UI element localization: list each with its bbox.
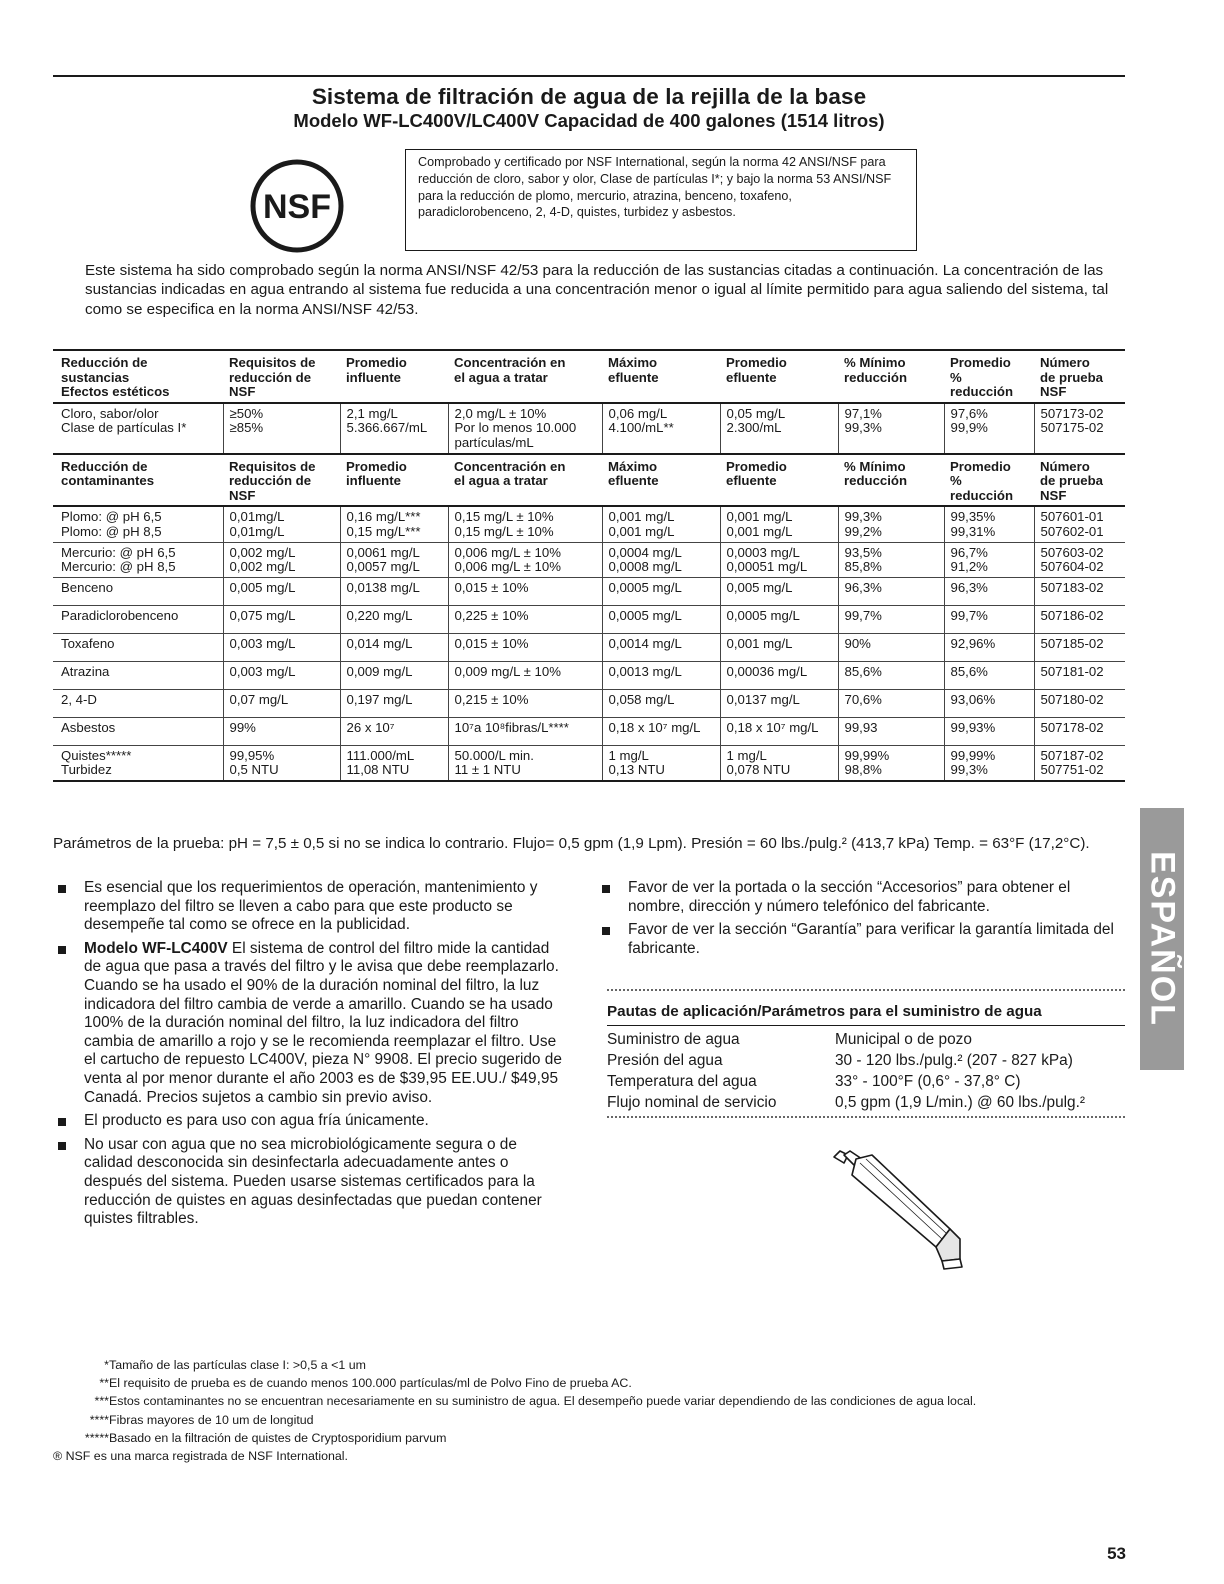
table-cell: 0,0005 mg/L	[602, 577, 720, 605]
table-cell: 0,005 mg/L	[223, 577, 340, 605]
footnote-text: Tamaño de las partículas clase I: >0,5 a <1 um	[109, 1358, 366, 1372]
table-header-cell: Número de prueba NSF	[1040, 355, 1104, 400]
table-row	[53, 542, 1125, 577]
footnote-marker: ****	[89, 1412, 109, 1427]
table-cell: 0,18 x 10⁷ mg/L	[720, 717, 838, 745]
table-cell: 93,06%	[944, 689, 1034, 717]
guideline-value: 0,5 gpm (1,9 L/min.) @ 60 lbs./pulg.²	[835, 1094, 1086, 1111]
guideline-value: 33° - 100°F (0,6° - 37,8° C)	[835, 1073, 1021, 1090]
table-cell: 0,06 mg/L 4.100/mL**	[602, 403, 720, 454]
table-cell: Atrazina	[61, 663, 110, 679]
table-cell: 70,6%	[838, 689, 944, 717]
table-cell: 0,07 mg/L	[223, 689, 340, 717]
table-cell: 90%	[838, 633, 944, 661]
table-cell: 0,015 ± 10%	[448, 577, 602, 605]
table-cell: Mercurio: @ pH 6,5 Mercurio: @ pH 8,5	[61, 544, 176, 575]
dotted-divider	[607, 1116, 1125, 1118]
table-cell: 0,009 mg/L ± 10%	[448, 661, 602, 689]
table-cell: 0,0138 mg/L	[340, 577, 448, 605]
table-cell: 0,0005 mg/L	[602, 605, 720, 633]
table-cell: 99,7%	[944, 605, 1034, 633]
guidelines-rows	[607, 1025, 1125, 1116]
footnote	[53, 1430, 1125, 1446]
top-rule	[53, 75, 1125, 77]
table-cell: 99,99% 98,8%	[838, 745, 944, 781]
table-cell: 0,01mg/L 0,01mg/L	[223, 506, 340, 542]
table-header-cell: Requisitos de reducción de NSF	[229, 355, 316, 400]
table-cell: 0,0013 mg/L	[602, 661, 720, 689]
table-cell: 99,3% 99,2%	[838, 506, 944, 542]
table-cell: Plomo: @ pH 6,5 Plomo: @ pH 8,5	[61, 509, 162, 539]
table-cell: 0,197 mg/L	[340, 689, 448, 717]
table-cell: 0,006 mg/L ± 10% 0,006 mg/L ± 10%	[448, 542, 602, 577]
footnote-marker: ***	[94, 1394, 109, 1409]
table-cell: 96,7% 91,2%	[944, 542, 1034, 577]
table-header-row	[53, 454, 1125, 507]
bullet-text: El sistema de control del filtro mide la cantidad de agua que pasa a través del filtro y le avisa que debe reemplazarlo. Cuando se ha usado el 90% de la duración nominal del filtro, la luz indicadora del filtro cambia de verde a amarillo. Cuando se ha usado 100% de la duración nominal del filtro, la luz indicadora del filtro cambia de amarillo a rojo y se le recomienda reemplazar el filtro. Use el cartucho de repuesto LC400V, pieza N° 9908. El precio sugerido de venta al por menor durante el año 2003 es de $39,95 EE.UU./ $49,95 Canadá. Precios sujetos a cambio sin previo aviso.	[84, 939, 562, 1106]
bullet-text: Favor de ver la sección “Garantía” para verificar la garantía limitada del fabricante.	[628, 921, 1114, 957]
bullet-square-icon	[602, 885, 610, 893]
certification-box: Comprobado y certificado por NSF International, según la norma 42 ANSI/NSF para reducción de cloro, sabor y olor, Clase de partículas I*; y bajo la norma 53 ANSI/NSF para la reducción de plomo, mercurio, atrazina, benceno, toxafeno, paradiclorobenceno, 2, 4-D, quistes, turbidez y asbestos.	[405, 149, 917, 251]
table-cell: 0,001 mg/L	[720, 633, 838, 661]
guideline-row	[607, 1050, 1125, 1071]
footnote	[53, 1448, 1125, 1464]
filter-cartridge-icon	[826, 1143, 966, 1273]
table-cell: 0,058 mg/L	[602, 689, 720, 717]
table-cell: 85,6%	[838, 661, 944, 689]
guideline-row	[607, 1029, 1125, 1050]
table-header-cell: Promedio efluente	[726, 355, 787, 385]
footnote-marker: **	[99, 1376, 109, 1391]
table-cell: 0,001 mg/L 0,001 mg/L	[720, 506, 838, 542]
page-title: Sistema de filtración de agua de la rejilla de la base	[311, 84, 867, 109]
table-cell: 0,225 ± 10%	[448, 605, 602, 633]
table-cell: 0,0005 mg/L	[720, 605, 838, 633]
table-cell: 0,003 mg/L	[223, 661, 340, 689]
table-header-cell: Número de prueba NSF	[1040, 458, 1104, 503]
table-cell: 0,05 mg/L 2.300/mL	[720, 403, 838, 454]
table-cell: 99,95% 0,5 NTU	[223, 745, 340, 781]
table-cell: Toxafeno	[61, 635, 115, 651]
bullet-item	[597, 921, 1125, 958]
guideline-key: Temperatura del agua	[607, 1073, 757, 1090]
table-cell: 507601-01 507602-01	[1034, 506, 1125, 542]
table-row	[53, 689, 1125, 717]
nsf-logo-icon	[249, 158, 345, 254]
table-row	[53, 717, 1125, 745]
table-cell: Asbestos	[61, 719, 116, 735]
table-header-cell: Concentración en el agua a tratar	[454, 355, 566, 385]
table-header-cell: Promedio % reducción	[950, 355, 1014, 400]
table-cell: ≥50% ≥85%	[223, 403, 340, 454]
footnote	[53, 1357, 1125, 1373]
water-supply-guidelines	[607, 989, 1125, 1118]
table-header-cell: % Mínimo reducción	[844, 458, 908, 489]
table-cell: 0,009 mg/L	[340, 661, 448, 689]
table-cell: 0,220 mg/L	[340, 605, 448, 633]
table-cell: 99,93%	[944, 717, 1034, 745]
table-cell: 2,1 mg/L 5.366.667/mL	[340, 403, 448, 454]
guideline-key: Suministro de agua	[607, 1031, 740, 1048]
table-row	[53, 661, 1125, 689]
table-cell: 0,0004 mg/L 0,0008 mg/L	[602, 542, 720, 577]
table-cell: 507183-02	[1034, 577, 1125, 605]
guideline-value: 30 - 120 lbs./pulg.² (207 - 827 kPa)	[835, 1052, 1073, 1069]
table-cell: 92,96%	[944, 633, 1034, 661]
table-cell: 0,15 mg/L ± 10% 0,15 mg/L ± 10%	[448, 506, 602, 542]
table-cell: 1 mg/L 0,078 NTU	[720, 745, 838, 781]
table-cell: 0,00036 mg/L	[720, 661, 838, 689]
bullet-bold-label: Modelo WF-LC400V	[84, 939, 228, 957]
bullet-item	[53, 1136, 563, 1229]
footnote-marker: *****	[84, 1430, 109, 1445]
bullet-square-icon	[58, 1118, 66, 1126]
table-cell: Cloro, sabor/olor Clase de partículas I*	[61, 405, 187, 436]
footnotes	[53, 1357, 1125, 1466]
bullet-item	[53, 1112, 563, 1131]
table-row	[53, 605, 1125, 633]
table-cell: 99,7%	[838, 605, 944, 633]
table-row	[53, 745, 1125, 781]
table-cell: 0,16 mg/L*** 0,15 mg/L***	[340, 506, 448, 542]
table-header-cell: Promedio influente	[346, 458, 407, 489]
guideline-key: Flujo nominal de servicio	[607, 1094, 777, 1111]
page-number: 53	[1107, 1544, 1126, 1563]
bullet-square-icon	[58, 885, 66, 893]
table-cell: 507603-02 507604-02	[1034, 542, 1125, 577]
table-cell: 2,0 mg/L ± 10% Por lo menos 10.000 partículas/mL	[448, 403, 602, 454]
table-cell: 97,6% 99,9%	[944, 403, 1034, 454]
table-cell: 10⁷a 10⁸fibras/L****	[448, 717, 602, 745]
table-cell: 99,93	[838, 717, 944, 745]
table-cell: 0,0137 mg/L	[720, 689, 838, 717]
side-tab-label: ESPAÑOL	[1143, 851, 1182, 1027]
table-cell: 507178-02	[1034, 717, 1125, 745]
table-cell: 93,5% 85,8%	[838, 542, 944, 577]
bullet-text: Es esencial que los requerimientos de operación, mantenimiento y reemplazo del filtro se lleven a cabo para que este producto se desempeñe tal como se ofrece en la publicidad.	[84, 879, 538, 934]
table-header-cell: Máximo efluente	[608, 355, 659, 385]
table-cell: Paradiclorobenceno	[61, 607, 179, 623]
guideline-key: Presión del agua	[607, 1052, 723, 1069]
table-cell: 99,99% 99,3%	[944, 745, 1034, 781]
footnote-marker: ®	[53, 1449, 63, 1464]
table-header-cell: Promedio influente	[346, 355, 407, 385]
bullet-text: El producto es para uso con agua fría únicamente.	[84, 1112, 429, 1130]
table-header-cell: Promedio efluente	[726, 458, 787, 489]
test-parameters: Parámetros de la prueba: pH = 7,5 ± 0,5 si no se indica lo contrario. Flujo= 0,5 gpm (1,9 Lpm). Presión = 60 lbs./pulg.² (413,7 kPa) Temp. = 63°F (17,2°C).	[53, 835, 1090, 852]
footnote-marker: *	[104, 1358, 109, 1372]
table-cell: 0,005 mg/L	[720, 577, 838, 605]
table-cell: 99,35% 99,31%	[944, 506, 1034, 542]
table-cell: 0,015 ± 10%	[448, 633, 602, 661]
table-cell: 507186-02	[1034, 605, 1125, 633]
bullet-item	[597, 879, 1125, 916]
guidelines-title: Pautas de aplicación/Parámetros para el suministro de agua	[607, 1003, 1042, 1020]
footnote	[53, 1412, 1125, 1428]
table-cell: 0,002 mg/L 0,002 mg/L	[223, 542, 340, 577]
table-cell: 111.000/mL 11,08 NTU	[340, 745, 448, 781]
table-cell: 507187-02 507751-02	[1034, 745, 1125, 781]
table-cell: 99%	[223, 717, 340, 745]
table-row	[53, 403, 1125, 454]
footnote	[53, 1393, 1125, 1409]
footnote-text: Basado en la filtración de quistes de Cryptosporidium parvum	[109, 1430, 447, 1445]
left-bullet-list	[53, 879, 563, 1234]
table-header-cell: Máximo efluente	[608, 458, 659, 489]
table-cell: 0,075 mg/L	[223, 605, 340, 633]
table-cell: 0,001 mg/L 0,001 mg/L	[602, 506, 720, 542]
table-header-cell: Requisitos de reducción de NSF	[229, 458, 316, 503]
table-cell: 1 mg/L 0,13 NTU	[602, 745, 720, 781]
footnote-text: Fibras mayores de 10 um de longitud	[109, 1412, 314, 1427]
table-row	[53, 506, 1125, 542]
table-header-cell: Reducción de contaminantes	[61, 458, 155, 489]
table-header-row	[53, 350, 1125, 403]
table-cell: 50.000/L min. 11 ± 1 NTU	[448, 745, 602, 781]
table-cell: 0,003 mg/L	[223, 633, 340, 661]
table-row	[53, 577, 1125, 605]
table-cell: 507181-02	[1034, 661, 1125, 689]
guideline-row	[607, 1071, 1125, 1092]
table-cell: 507185-02	[1034, 633, 1125, 661]
footnote-text: El requisito de prueba es de cuando menos 100.000 partículas/ml de Polvo Fino de prueba AC.	[109, 1376, 632, 1391]
reduction-table	[53, 349, 1125, 782]
table-cell: 0,0061 mg/L 0,0057 mg/L	[340, 542, 448, 577]
table-cell: Quistes***** Turbidez	[61, 747, 132, 778]
bullet-item	[53, 940, 563, 1107]
table-cell: 507173-02 507175-02	[1034, 403, 1125, 454]
table-cell: 85,6%	[944, 661, 1034, 689]
right-bullet-list	[597, 879, 1125, 963]
footnote	[53, 1375, 1125, 1391]
table-cell: 2, 4-D	[61, 691, 97, 707]
bullet-square-icon	[602, 927, 610, 935]
language-side-tab	[1140, 808, 1184, 1070]
bullet-square-icon	[58, 1142, 66, 1150]
table-header-cell: Reducción de sustancias Efectos estéticos	[61, 355, 170, 400]
table-header-cell: Promedio % reducción	[950, 458, 1014, 503]
table-cell: 96,3%	[944, 577, 1034, 605]
bullet-text: No usar con agua que no sea microbiológicamente segura o de calidad desconocida sin desinfectarla adecuadamente antes o después del sistema. Pueden usarse sistemas certificados para la reducción de quistes en aguas desinfectadas que puedan contener quistes filtrables.	[84, 1135, 542, 1228]
table-cell: 0,0014 mg/L	[602, 633, 720, 661]
guideline-value: Municipal o de pozo	[835, 1031, 972, 1048]
table-cell: 0,215 ± 10%	[448, 689, 602, 717]
table-cell: 97,1% 99,3%	[838, 403, 944, 454]
table-cell: 507180-02	[1034, 689, 1125, 717]
bullet-square-icon	[58, 946, 66, 954]
table-header-cell: % Mínimo reducción	[844, 355, 908, 385]
intro-paragraph: Este sistema ha sido comprobado según la norma ANSI/NSF 42/53 para la reducción de las sustancias citadas a continuación. La concentración de las sustancias indicadas en agua entrando al sistema fue reducida a una concentración menor o igual al límite permitido para agua saliendo del sistema, tal como se especifica en la norma ANSI/NSF 42/53.	[85, 262, 1109, 318]
table-header-cell: Concentración en el agua a tratar	[454, 458, 566, 489]
footnote-text: NSF es una marca registrada de NSF International.	[62, 1449, 348, 1464]
guideline-row	[607, 1092, 1125, 1113]
table-cell: 26 x 10⁷	[340, 717, 448, 745]
table-cell: 0,0003 mg/L 0,00051 mg/L	[720, 542, 838, 577]
page-subtitle: Modelo WF-LC400V/LC400V Capacidad de 400 galones (1514 litros)	[293, 110, 885, 131]
table-cell: Benceno	[61, 579, 114, 595]
table-cell: 0,18 x 10⁷ mg/L	[602, 717, 720, 745]
table-cell: 96,3%	[838, 577, 944, 605]
bullet-item	[53, 879, 563, 935]
table-cell: 0,014 mg/L	[340, 633, 448, 661]
footnote-text: Estos contaminantes no se encuentran necesariamente en su suministro de agua. El desempeño puede variar dependiendo de las condiciones de agua local.	[109, 1394, 977, 1409]
table-row	[53, 633, 1125, 661]
bullet-text: Favor de ver la portada o la sección “Accesorios” para obtener el nombre, dirección y número telefónico del fabricante.	[628, 879, 1071, 915]
nsf-logo-text: NSF	[263, 188, 331, 226]
